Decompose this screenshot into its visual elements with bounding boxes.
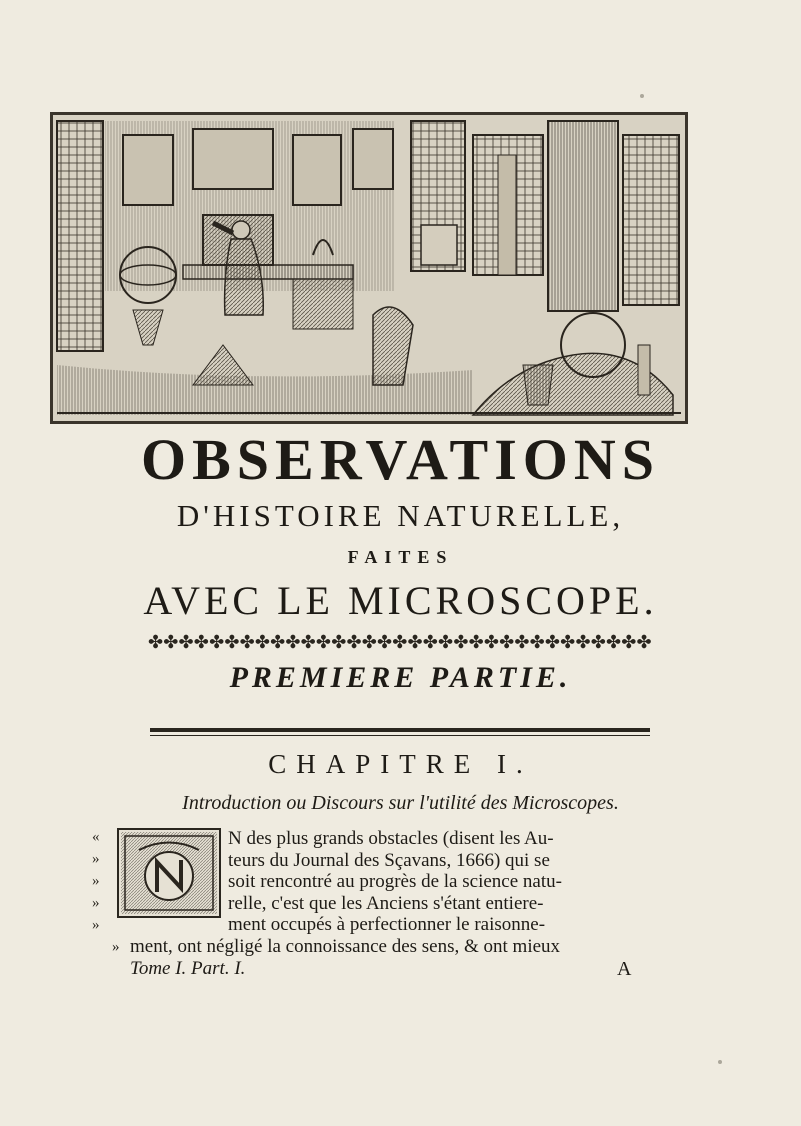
fleuron-icon: ✤ bbox=[636, 632, 652, 652]
chapter-heading: CHAPITRE I. bbox=[268, 749, 533, 779]
quote-mark: « bbox=[92, 829, 100, 845]
fleuron-icon: ✤ bbox=[300, 632, 316, 652]
headpiece-engraving bbox=[50, 112, 688, 424]
fleuron-icon: ✤ bbox=[148, 632, 164, 652]
fleuron-icon: ✤ bbox=[560, 632, 576, 652]
fleuron-icon: ✤ bbox=[178, 632, 194, 652]
fleuron-icon: ✤ bbox=[529, 632, 545, 652]
fleuron-icon: ✤ bbox=[315, 632, 332, 652]
fleuron-ornament-row bbox=[148, 631, 652, 653]
fleuron-icon: ✤ bbox=[163, 632, 179, 652]
fleuron-icon: ✤ bbox=[392, 632, 408, 652]
chapter-subtitle: Introduction ou Discours sur l'utilité des Microscopes. bbox=[182, 792, 619, 814]
decorated-initial-n bbox=[117, 828, 221, 918]
opening-paragraph bbox=[228, 828, 660, 936]
signature-mark: A bbox=[617, 958, 632, 980]
fleuron-icon: ✤ bbox=[407, 632, 423, 652]
fleuron-icon: ✤ bbox=[193, 632, 209, 652]
fleuron-icon: ✤ bbox=[346, 632, 362, 652]
paragraph-line: ment occupés à perfectionner le raisonne- bbox=[228, 914, 546, 935]
quote-mark: » bbox=[112, 939, 120, 955]
quote-mark: » bbox=[92, 895, 100, 911]
paragraph-line: relle, c'est que les Anciens s'étant entiere- bbox=[228, 892, 544, 914]
fleuron-icon: ✤ bbox=[544, 632, 560, 652]
fleuron-icon: ✤ bbox=[331, 632, 347, 652]
double-rule-divider bbox=[150, 728, 650, 732]
fleuron-icon: ✤ bbox=[209, 632, 225, 652]
fleuron-icon: ✤ bbox=[438, 632, 454, 652]
title-premiere-partie: PREMIERE PARTIE. bbox=[229, 661, 572, 694]
fleuron-icon: ✤ bbox=[453, 632, 469, 652]
fleuron-icon: ✤ bbox=[621, 632, 637, 652]
paragraph-line-full: ment, ont négligé la connoissance des sens, & ont mieux bbox=[130, 936, 561, 957]
title-histoire-naturelle: D'HISTOIRE NATURELLE, bbox=[176, 498, 625, 533]
margin-quote-marks bbox=[92, 826, 112, 936]
quote-mark: » bbox=[92, 851, 100, 867]
title-observations: OBSERVATIONS bbox=[140, 427, 661, 492]
title-faites: FAITES bbox=[347, 547, 454, 567]
fleuron-icon: ✤ bbox=[254, 632, 270, 652]
fleuron-icon: ✤ bbox=[575, 632, 591, 652]
paragraph-line: soit rencontré au progrès de la science natu- bbox=[228, 871, 562, 892]
footer-tome-part: Tome I. Part. I. bbox=[130, 958, 246, 979]
paper-spot bbox=[640, 94, 644, 98]
title-avec-le-microscope: AVEC LE MICROSCOPE. bbox=[143, 578, 658, 623]
fleuron-icon: ✤ bbox=[499, 632, 515, 652]
fleuron-icon: ✤ bbox=[605, 632, 622, 652]
fleuron-icon: ✤ bbox=[361, 632, 377, 652]
fleuron-icon: ✤ bbox=[514, 632, 530, 652]
quote-mark: » bbox=[92, 873, 100, 889]
fleuron-icon: ✤ bbox=[224, 632, 240, 652]
fleuron-icon: ✤ bbox=[376, 632, 393, 652]
fleuron-icon: ✤ bbox=[422, 632, 438, 652]
fleuron-icon: ✤ bbox=[483, 632, 499, 652]
paragraph-line: teurs du Journal des Sçavans, 1666) qui se bbox=[228, 849, 550, 871]
paragraph-line: N des plus grands obstacles (disent les Au- bbox=[228, 828, 554, 849]
quote-mark: » bbox=[92, 917, 100, 933]
fleuron-icon: ✤ bbox=[270, 632, 286, 652]
fleuron-icon: ✤ bbox=[590, 632, 606, 652]
fleuron-icon: ✤ bbox=[285, 632, 301, 652]
fleuron-icon: ✤ bbox=[239, 632, 255, 652]
paper-spot bbox=[718, 1060, 722, 1064]
fleuron-icon: ✤ bbox=[468, 632, 484, 652]
